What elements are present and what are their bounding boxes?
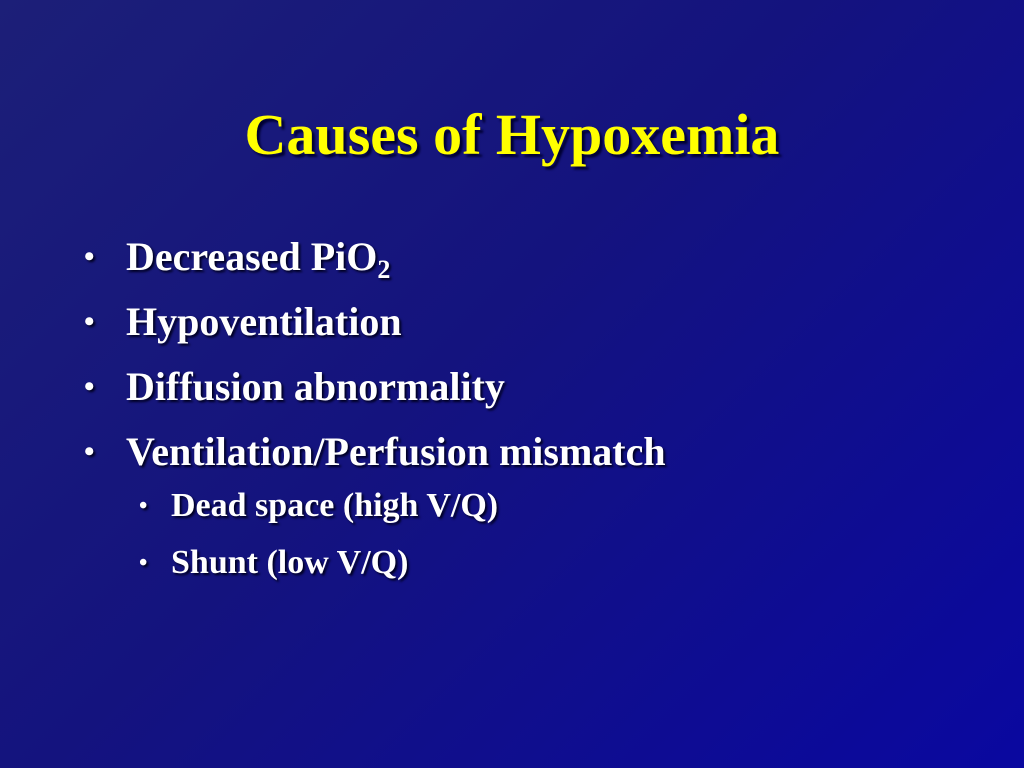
- subbullet-item-shunt: [139, 540, 666, 597]
- bullet-dot-icon: •: [84, 305, 95, 338]
- subbullet-text: Dead space (high V/Q): [171, 487, 499, 524]
- bullet-text: Hypoventilation: [126, 299, 402, 344]
- slide-title: Causes of Hypoxemia: [244, 102, 780, 167]
- bullet-item-diffusion-abnormality: [84, 360, 666, 425]
- subbullet-item-dead-space: [139, 483, 666, 540]
- bullet-dot-icon: •: [84, 370, 95, 403]
- bullet-item-hypoventilation: [84, 295, 666, 360]
- bullet-text: Decreased PiO: [126, 234, 378, 279]
- bullet-dot-icon: •: [84, 435, 95, 468]
- bullet-item-vq-mismatch: [84, 425, 666, 490]
- bullet-item-decreased-pio2: [84, 230, 666, 295]
- subbullet-text: Shunt (low V/Q): [171, 544, 409, 581]
- bullet-text: Ventilation/Perfusion mismatch: [126, 429, 666, 474]
- bullet-text: Diffusion abnormality: [126, 364, 505, 409]
- bullet-subscript: 2: [377, 255, 391, 284]
- subbullet-dot-icon: •: [139, 550, 148, 576]
- bullet-dot-icon: •: [84, 240, 95, 273]
- subbullet-dot-icon: •: [139, 493, 148, 519]
- bullet-list: [84, 230, 666, 597]
